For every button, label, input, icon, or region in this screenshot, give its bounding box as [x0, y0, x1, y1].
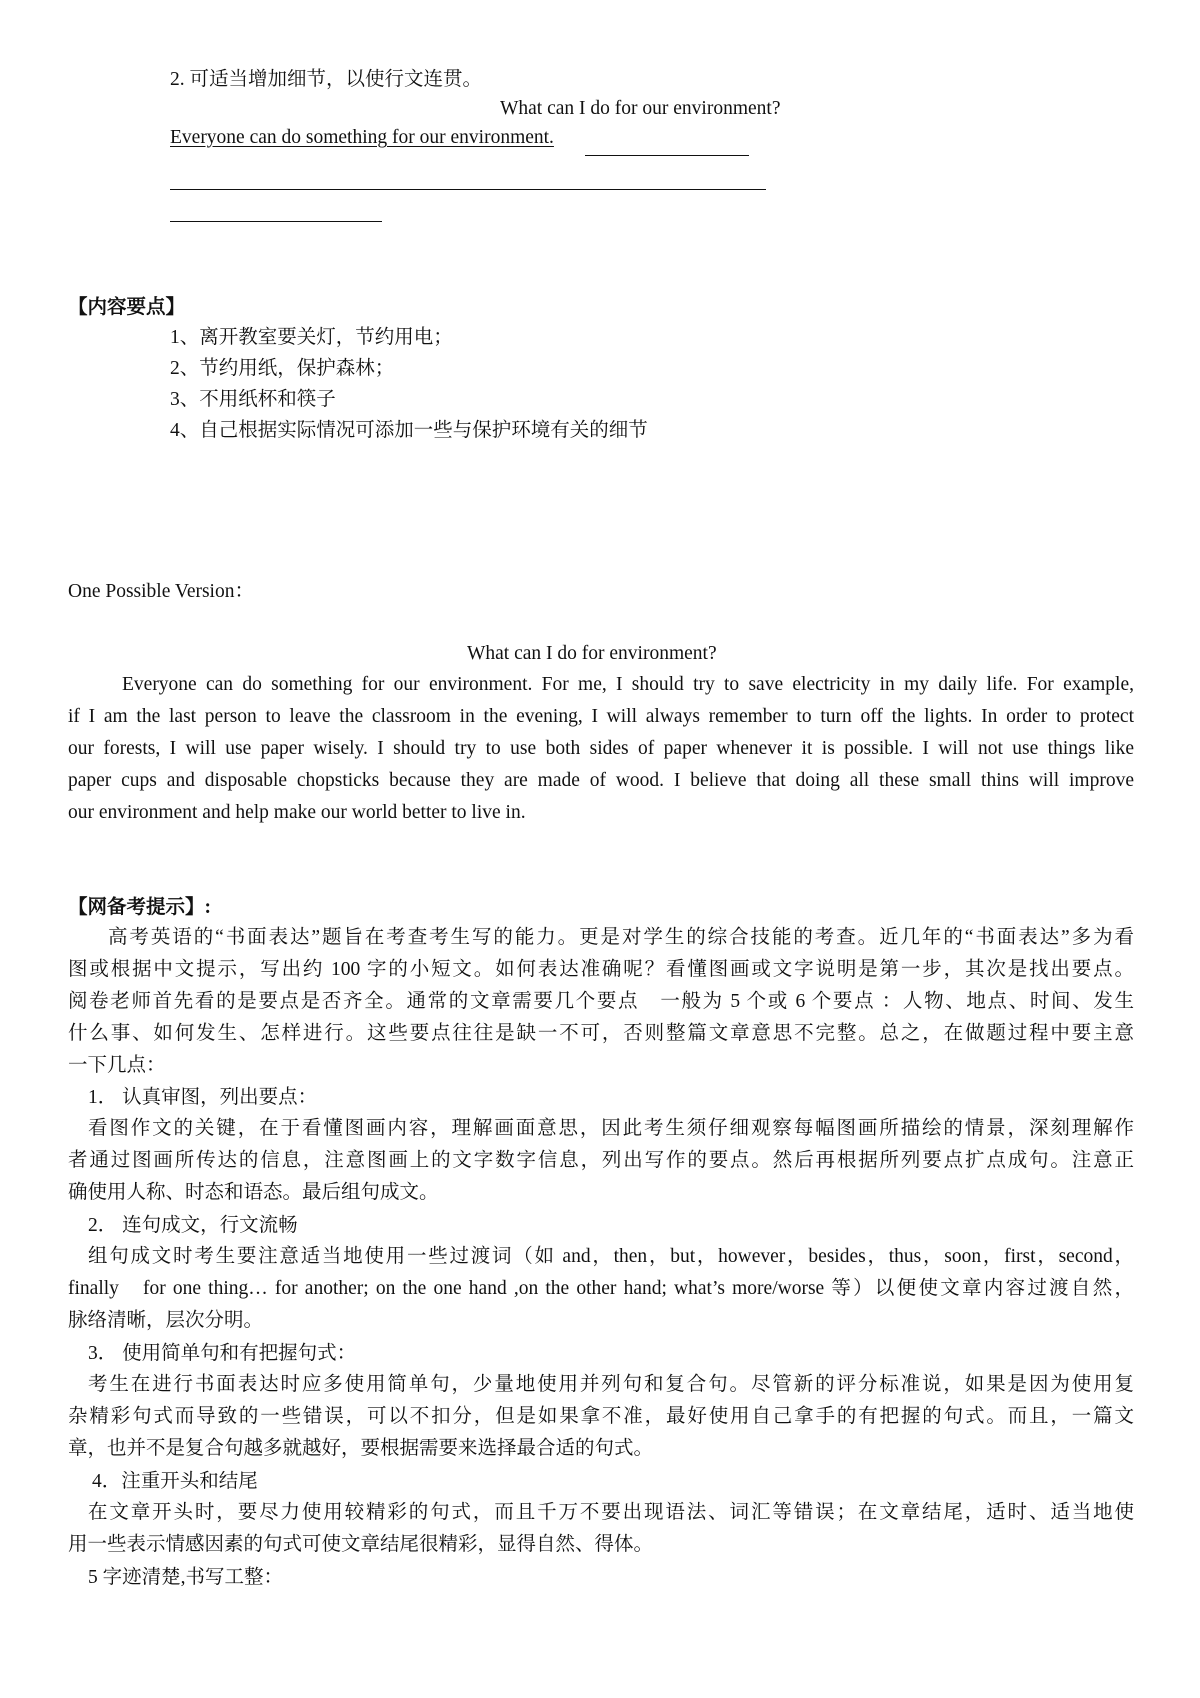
content-point: 4、自己根据实际情况可添加一些与保护环境有关的细节: [170, 420, 648, 441]
tip-section-line: 确使用人称、时态和语态。最后组句成文。: [68, 1182, 439, 1203]
sample-essay-line: if I am the last person to leave the classroom in the evening, I will always remember to turn off the lights. In order to protect: [68, 706, 1134, 727]
tip-section-title: 5 字迹清楚,书写工整：: [88, 1567, 284, 1588]
exam-tips-heading: 【网备考提示】:: [68, 897, 211, 918]
sample-essay-line: our forests, I will use paper wisely. I should try to use both sides of paper whenever it is possible. I will not use things like: [68, 738, 1134, 759]
sample-essay-line: paper cups and disposable chopsticks because they are made of wood. I believe that doing all these small thins will improve: [68, 770, 1134, 791]
tip-section-line: 用一些表示情感因素的句式可使文章结尾很精彩，显得自然、得体。: [68, 1534, 654, 1555]
tip-section-line: 脉络清晰，层次分明。: [68, 1310, 264, 1331]
answer-blank-line-2: [170, 189, 766, 190]
content-point: 2、节约用纸，保护森林；: [170, 358, 395, 379]
content-point: 1、离开教室要关灯，节约用电；: [170, 327, 453, 348]
content-point: 3、不用纸杯和筷子: [170, 389, 336, 410]
writing-tip-2: 2. 可适当增加细节，以使行文连贯。: [170, 69, 483, 90]
tips-intro-line: 一下几点：: [68, 1055, 166, 1076]
sample-essay-line: Everyone can do something for our environment. For me, I should try to save electricity in my daily life. For example,: [122, 674, 1134, 695]
tip-section-title: 2． 连句成文，行文流畅: [88, 1215, 298, 1236]
tip-section-body: [68, 1497, 1134, 1561]
tip-section-title: 4．注重开头和结尾: [92, 1471, 258, 1492]
tips-intro-line: 图或根据中文提示，写出约 100 字的小短文。如何表达准确呢？看懂图画或文字说明是第一步，其次是找出要点。: [68, 959, 1134, 980]
tips-intro-line: 什么事、如何发生、怎样进行。这些要点往往是缺一不可，否则整篇文章意思不完整。总之，在做题过程中要主意: [68, 1023, 1134, 1044]
answer-blank-line-3: [170, 221, 382, 222]
tip-section-title: 1． 认真审图，列出要点：: [88, 1087, 318, 1108]
answer-blank-line-1: [585, 155, 749, 156]
tips-intro-line: 高考英语的“书面表达”题旨在考查考生写的能力。更是对学生的综合技能的考查。近几年的“书面表达”多为看: [108, 927, 1134, 948]
content-points-heading: 【内容要点】: [68, 297, 186, 318]
tip-section-line: finally for one thing… for another; on the one hand ,on the other hand; what’s more/worse 等）以便使文章内容过渡自然，: [68, 1278, 1134, 1299]
tip-section-line: 杂精彩句式而导致的一些错误，可以不扣分，但是如果拿不准，最好使用自己拿手的有把握的句式。而且，一篇文: [68, 1406, 1134, 1427]
tip-section-body: [68, 1241, 1134, 1337]
sample-title: What can I do for environment?: [467, 643, 717, 664]
sample-essay-line: our environment and help make our world better to live in.: [68, 802, 526, 823]
tip-section-title: 3． 使用简单句和有把握句式：: [88, 1343, 357, 1364]
tips-intro-line: 阅卷老师首先看的是要点是否齐全。通常的文章需要几个要点 一般为 5 个或 6 个要点 ：人物、地点、时间、发生: [68, 991, 1134, 1012]
prompt-title: What can I do for our environment?: [500, 98, 781, 119]
tip-section-line: 组句成文时考生要注意适当地使用一些过渡词（如 and，then，but，however，besides，thus，soon，first，second，: [88, 1246, 1134, 1267]
exam-tips-intro: [68, 922, 1134, 1082]
tip-section-line: 在文章开头时，要尽力使用较精彩的句式，而且千万不要出现语法、词汇等错误；在文章结尾，适时、适当地使: [88, 1502, 1134, 1523]
sample-label: One Possible Version：: [68, 581, 254, 602]
tip-section-body: [68, 1113, 1134, 1209]
tip-section-line: 章，也并不是复合句越多就越好，要根据需要来选择最合适的句式。: [68, 1438, 654, 1459]
tip-section-line: 者通过图画所传达的信息，注意图画上的文字数字信息，列出写作的要点。然后再根据所列要点扩点成句。注意正: [68, 1150, 1134, 1171]
tip-section-line: 考生在进行书面表达时应多使用简单句，少量地使用并列句和复合句。尽管新的评分标准说，如果是因为使用复: [88, 1374, 1134, 1395]
tip-section-line: 看图作文的关键，在于看懂图画内容，理解画面意思，因此考生须仔细观察每幅图画所描绘的情景，深刻理解作: [88, 1118, 1134, 1139]
tip-section-body: [68, 1369, 1134, 1465]
writing-starter: Everyone can do something for our environment.: [170, 127, 554, 148]
sample-essay: [68, 669, 1134, 829]
